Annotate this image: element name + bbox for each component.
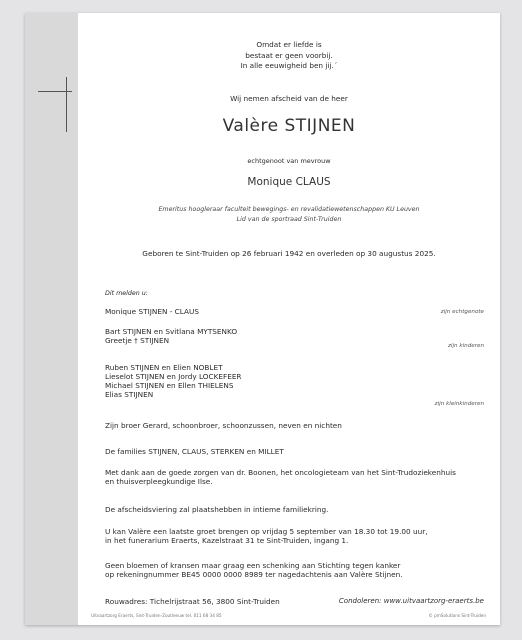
children-block (105, 327, 237, 345)
condolences-label: Condoleren: (338, 597, 382, 605)
family-name: Monique STIJNEN - CLAUS (105, 307, 199, 316)
poem-line: In alle eeuwigheid ben jij.´ (240, 61, 338, 70)
grandchildren-role: zijn kleinkinderen (434, 401, 484, 407)
title-line: Emeritus hoogleraar faculteit bewegings- en revalidatiewetenschappen KU Leuven (158, 206, 420, 213)
deceased-name: Valère STIJNEN (222, 116, 356, 136)
announcement-intro: Dit melden u: (105, 290, 148, 297)
thanks-line: Met dank aan de goede zorgen van dr. Boonen, het oncologieteam van het Sint-Trudoziekenhuis (105, 468, 456, 477)
families-text: De families STIJNEN, CLAUS, STERKEN en MILLET (105, 447, 284, 456)
funeral-home-credit: Uitvaartzorg Eraerts, Sint-Truiden-Zoutleeuw tel. 011 68 34 85 (91, 613, 222, 618)
spouse-name: Monique CLAUS (247, 176, 331, 188)
spouse-role: zijn echtgenote (440, 309, 484, 315)
title-line: Lid van de sportraad Sint-Truiden (236, 215, 342, 223)
children-role: zijn kinderen (448, 343, 484, 349)
farewell-text: De afscheidsviering zal plaatshebben in intieme familiekring. (105, 505, 329, 514)
thanks-line: en thuisverpleegkundige Ilse. (105, 477, 213, 486)
side-band (25, 13, 78, 625)
flowers-text (105, 561, 403, 579)
flowers-line: Geen bloemen of kransen maar graag een schenking aan Stichting tegen kanker (105, 561, 401, 570)
family-name: Greetje † STIJNEN (105, 336, 170, 345)
visit-text (105, 527, 428, 545)
spouse-block (105, 307, 199, 316)
titles (78, 205, 500, 224)
condolences (339, 597, 484, 605)
born-died: Geboren te Sint-Truiden op 26 februari 1942 en overleden op 30 augustus 2025. (142, 249, 436, 258)
poem-line: bestaat er geen voorbij. (245, 50, 333, 60)
family-name: Lieselot STIJNEN en Jordy LOCKEFEER (105, 372, 242, 381)
grandchildren-block (105, 363, 242, 399)
flowers-line: op rekeningnummer BE45 0000 0000 8989 ter nagedachtenis aan Valère Stijnen. (105, 570, 403, 579)
family-name: Elias STIJNEN (105, 390, 154, 399)
obituary-card (25, 13, 500, 625)
poem (78, 40, 500, 72)
family-name: Bart STIJNEN en Svitlana MYTSENKO (105, 327, 238, 336)
poem-line: Omdat er liefde is (256, 40, 322, 49)
family-name: Michael STIJNEN en Ellen THIELENS (105, 381, 234, 390)
spouse-label: echtgenoot van mevrouw (247, 157, 331, 165)
family-name: Ruben STIJNEN en Elien NOBLET (105, 363, 223, 372)
visit-line: U kan Valère een laatste groet brengen op vrijdag 5 september van 18.30 tot 19.00 uur, (105, 527, 428, 536)
thanks-text (105, 468, 456, 486)
visit-line: in het funerarium Eraerts, Kazelstraat 31 te Sint-Truiden, ingang 1. (105, 536, 349, 545)
intro-text: Wij nemen afscheid van de heer (230, 94, 348, 103)
mourning-address: Rouwadres: Tichelrijstraat 56, 3800 Sint-Truiden (105, 597, 280, 606)
printer-credit: © pmSolutions Sint-Truiden (428, 613, 486, 618)
condolences-link[interactable]: www.uitvaartzorg-eraerts.be (383, 597, 484, 605)
siblings-text: Zijn broer Gerard, schoonbroer, schoonzussen, neven en nichten (105, 421, 342, 430)
